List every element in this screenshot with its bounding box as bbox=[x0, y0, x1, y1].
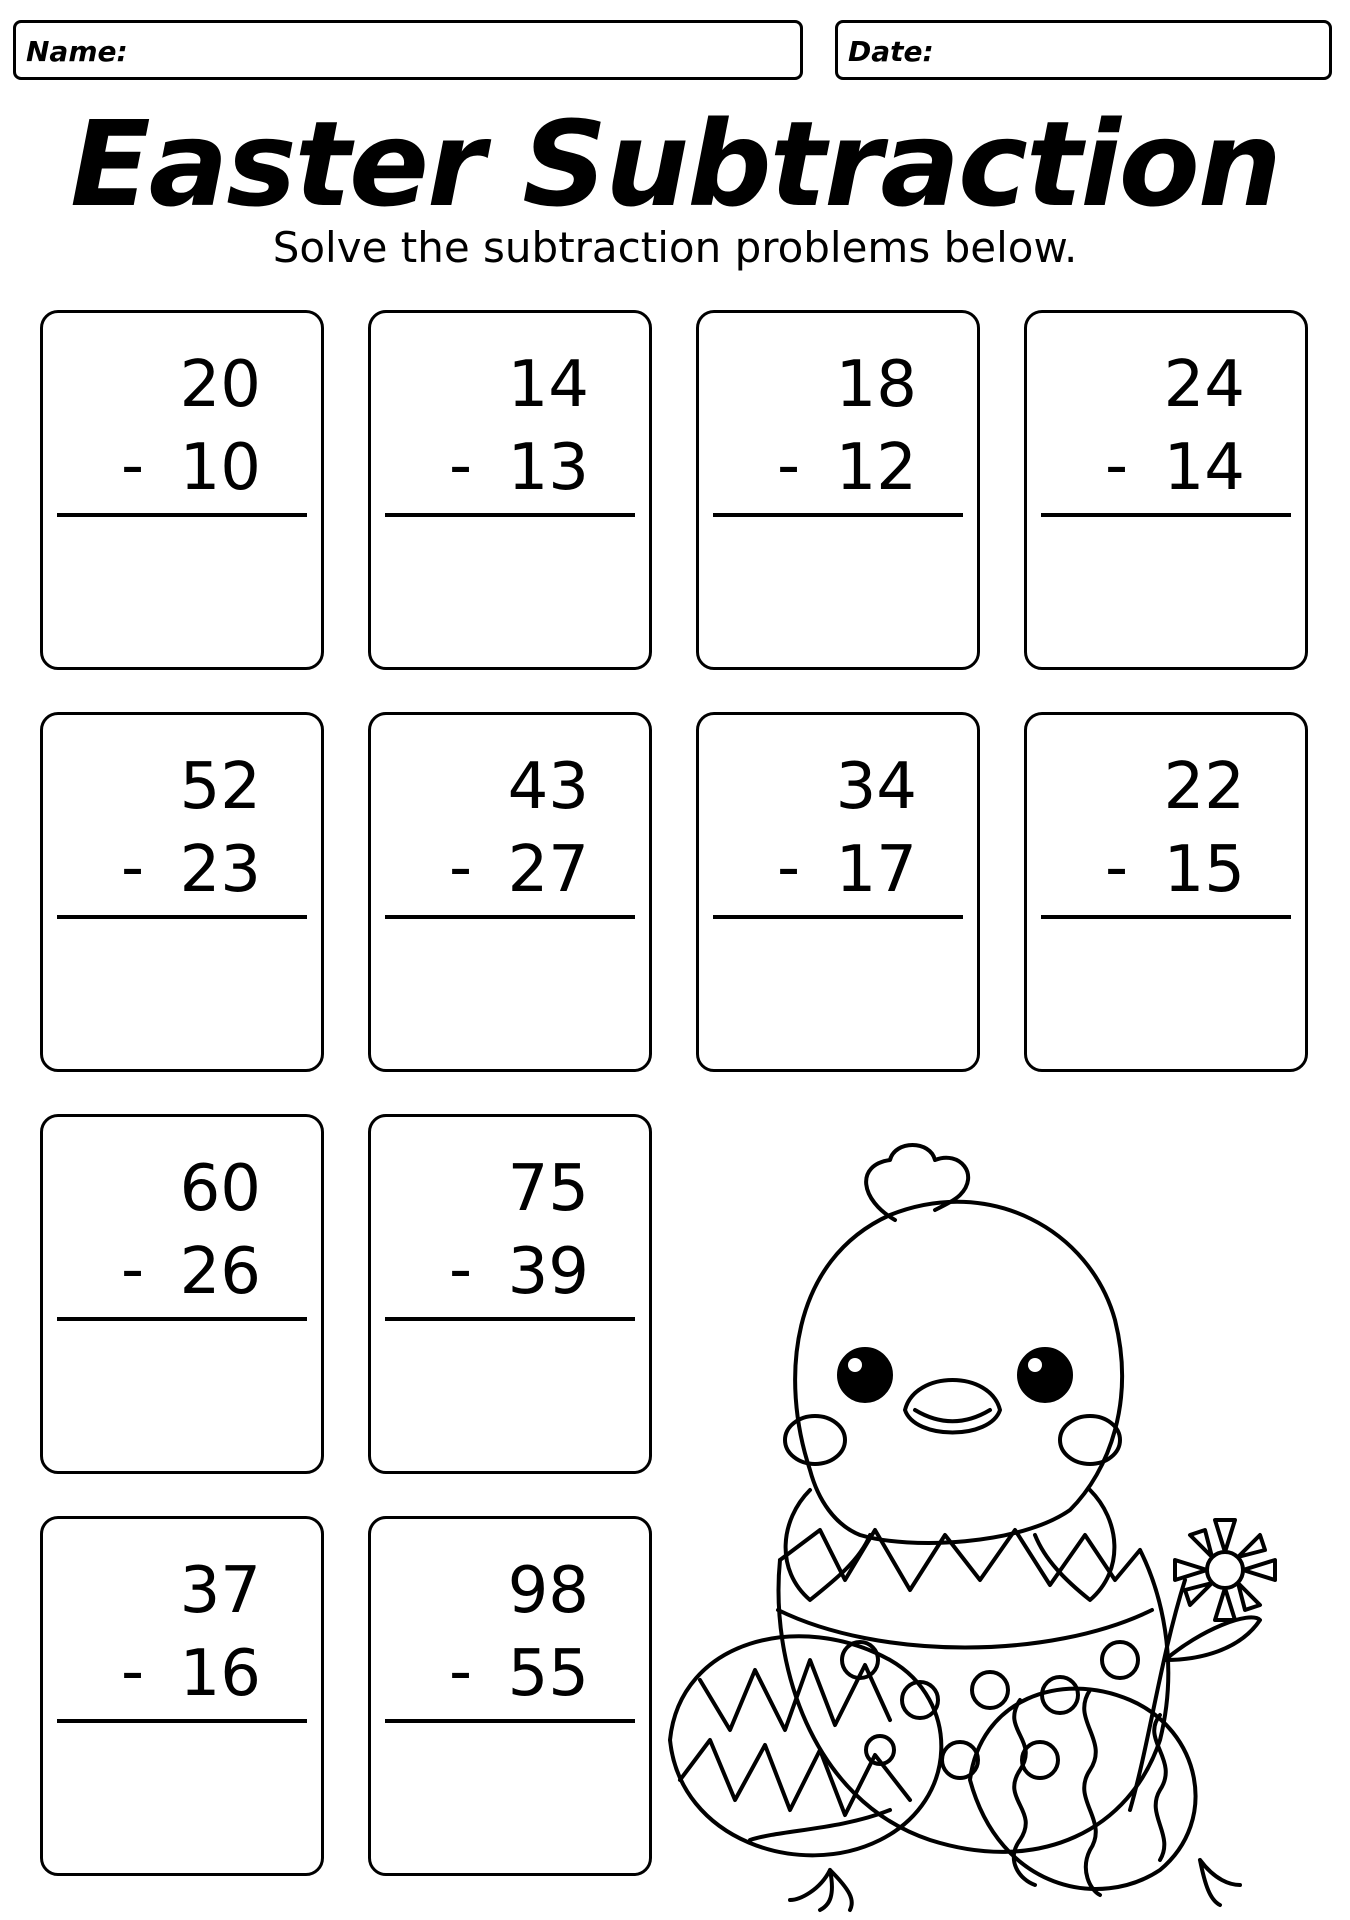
answer-line bbox=[57, 1719, 307, 1723]
minus-sign: - bbox=[121, 429, 145, 503]
easter-egg-icon bbox=[970, 1689, 1196, 1895]
answer-line bbox=[713, 513, 963, 517]
minus-sign: - bbox=[777, 831, 801, 905]
answer-line bbox=[57, 915, 307, 919]
minuend: 24 bbox=[1163, 348, 1245, 422]
easter-egg-icon bbox=[670, 1636, 941, 1855]
subtrahend: 12 bbox=[835, 431, 917, 505]
subtrahend: 17 bbox=[835, 833, 917, 907]
minus-sign: - bbox=[1105, 831, 1129, 905]
subtrahend: 23 bbox=[179, 833, 261, 907]
subtrahend: 10 bbox=[179, 431, 261, 505]
answer-line bbox=[385, 1719, 635, 1723]
problem-card[interactable] bbox=[368, 1114, 652, 1474]
answer-line bbox=[385, 513, 635, 517]
answer-line bbox=[385, 1317, 635, 1321]
minus-sign: - bbox=[449, 429, 473, 503]
subtrahend: 26 bbox=[179, 1235, 261, 1309]
problem-card[interactable] bbox=[1024, 712, 1308, 1072]
minuend: 75 bbox=[507, 1152, 589, 1226]
problem-card[interactable] bbox=[368, 310, 652, 670]
name-field[interactable] bbox=[13, 20, 803, 80]
minuend: 98 bbox=[507, 1554, 589, 1628]
minus-sign: - bbox=[449, 831, 473, 905]
minuend: 37 bbox=[179, 1554, 261, 1628]
minus-sign: - bbox=[449, 1635, 473, 1709]
subtrahend: 27 bbox=[507, 833, 589, 907]
answer-line bbox=[1041, 915, 1291, 919]
problem-card[interactable] bbox=[40, 310, 324, 670]
subtrahend: 55 bbox=[507, 1637, 589, 1711]
problem-card[interactable] bbox=[696, 310, 980, 670]
subtrahend: 39 bbox=[507, 1235, 589, 1309]
minuend: 22 bbox=[1163, 750, 1245, 824]
minuend: 20 bbox=[179, 348, 261, 422]
problem-card[interactable] bbox=[368, 1516, 652, 1876]
problem-card[interactable] bbox=[368, 712, 652, 1072]
minuend: 43 bbox=[507, 750, 589, 824]
minus-sign: - bbox=[1105, 429, 1129, 503]
subtrahend: 13 bbox=[507, 431, 589, 505]
minus-sign: - bbox=[121, 1635, 145, 1709]
instructions: Solve the subtraction problems below. bbox=[272, 223, 1078, 272]
subtrahend: 15 bbox=[1163, 833, 1245, 907]
minuend: 34 bbox=[835, 750, 917, 824]
problem-card[interactable] bbox=[40, 1516, 324, 1876]
minus-sign: - bbox=[449, 1233, 473, 1307]
minuend: 60 bbox=[179, 1152, 261, 1226]
minuend: 14 bbox=[507, 348, 589, 422]
answer-line bbox=[713, 915, 963, 919]
page-title: Easter Subtraction bbox=[70, 95, 1280, 233]
minus-sign: - bbox=[121, 1233, 145, 1307]
minuend: 52 bbox=[179, 750, 261, 824]
problem-card[interactable] bbox=[40, 1114, 324, 1474]
answer-line bbox=[57, 1317, 307, 1321]
minuend: 18 bbox=[835, 348, 917, 422]
date-field[interactable] bbox=[835, 20, 1332, 80]
answer-line bbox=[1041, 513, 1291, 517]
chick-in-easter-egg-icon bbox=[660, 1140, 1350, 1920]
minus-sign: - bbox=[121, 831, 145, 905]
answer-line bbox=[57, 513, 307, 517]
subtrahend: 14 bbox=[1163, 431, 1245, 505]
date-label: Date: bbox=[848, 35, 934, 68]
name-label: Name: bbox=[26, 35, 128, 68]
minus-sign: - bbox=[777, 429, 801, 503]
problem-card[interactable] bbox=[40, 712, 324, 1072]
problem-card[interactable] bbox=[696, 712, 980, 1072]
subtrahend: 16 bbox=[179, 1637, 261, 1711]
problem-card[interactable] bbox=[1024, 310, 1308, 670]
flower-icon bbox=[1130, 1520, 1275, 1810]
answer-line bbox=[385, 915, 635, 919]
